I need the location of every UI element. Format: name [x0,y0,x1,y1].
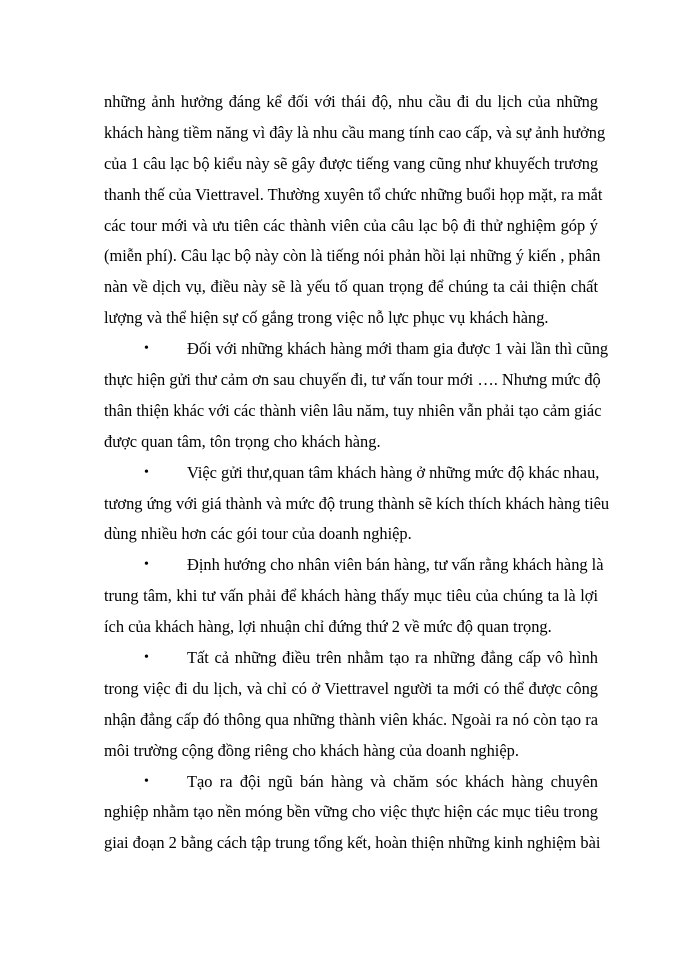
text-line: khách hàng tiềm năng vì đây là nhu cầu mang tính cao cấp, và sự ảnh hưởng [104,122,606,142]
bullet-paragraph [104,458,610,551]
bullet-text: Tạo ra đội ngũ bán hàng và chăm sóc khách hàng chuyên [187,771,598,791]
text-line: trung tâm, khi tư vấn phải để khách hàng thấy mục tiêu của chúng ta là lợi [104,586,598,606]
text-line [104,643,598,674]
text-line: thanh thế của Viettravel. Thường xuyên tổ chức những buổi họp mặt, ra mắt [104,184,603,204]
bullet-text: Tất cả những điều trên nhằm tạo ra những đẳng cấp vô hình [187,648,598,668]
bullet-icon: • [144,464,149,480]
bullet-icon: • [144,773,149,789]
text-line [104,550,604,581]
document-page [104,87,610,859]
bullet-icon: • [144,650,149,666]
paragraph [104,87,606,334]
text-line: những ảnh hưởng đáng kể đối với thái độ, nhu cầu đi du lịch của những [104,92,598,111]
bullet-icon: • [144,341,149,357]
text-line: của 1 câu lạc bộ kiểu này sẽ gây được tiếng vang cũng như khuyếch trương [104,153,599,173]
bullet-paragraph [104,334,609,458]
text-line: nghiệp nhằm tạo nền móng bền vững cho việc thực hiện các mục tiêu trong [104,802,598,822]
text-line: (miễn phí). Câu lạc bộ này còn là tiếng nói phản hồi lại những ý kiến , phân [104,246,601,266]
text-line: thân thiện khác với các thành viên lâu năm, tuy nhiên vẫn phải tạo cảm giác [104,400,602,420]
text-line: giai đoạn 2 bằng cách tập trung tổng kết, hoàn thiện những kinh nghiệm bài [104,833,601,853]
text-line: nhận đẳng cấp đó thông qua những thành viên khác. Ngoài ra nó còn tạo ra [104,709,598,729]
text-line: các tour mới và ưu tiên các thành viên của câu lạc bộ đi thử nghiệm góp ý [104,215,598,235]
bullet-text: Việc gửi thư,quan tâm khách hàng ở những mức độ khác nhau, [187,462,600,482]
text-line [104,458,598,489]
text-line: dùng nhiều hơn các gói tour của doanh nghiệp. [104,524,412,544]
text-line [104,767,598,798]
text-line: trong việc đi du lịch, và chỉ có ở Viettravel người ta mới có thể được công [104,678,598,698]
bullet-text: Đối với những khách hàng mới tham gia được 1 vài lần thì cũng [187,339,609,359]
text-line: nàn về dịch vụ, điều này sẽ là yếu tố quan trọng để chúng ta cải thiện chất [104,277,598,297]
bullet-text: Định hướng cho nhân viên bán hàng, tư vấn rằng khách hàng là [187,555,604,575]
text-line: thực hiện gửi thư cảm ơn sau chuyến đi, tư vấn tour mới …. Nhưng mức độ [104,370,601,390]
bullet-paragraph [104,550,604,643]
text-line: được quan tâm, tôn trọng cho khách hàng. [104,431,381,451]
bullet-icon: • [144,557,149,573]
text-line [104,334,609,365]
bullet-paragraph [104,767,601,860]
bullet-paragraph [104,643,598,767]
text-line: ích của khách hàng, lợi nhuận chỉ đứng thứ 2 về mức độ quan trọng. [104,617,552,637]
text-line: lượng và thể hiện sự cố gắng trong việc nỗ lực phục vụ khách hàng. [104,308,549,328]
text-line: môi trường cộng đồng riêng cho khách hàng của doanh nghiệp. [104,740,519,760]
text-line: tương ứng với giá thành và mức độ trung thành sẽ kích thích khách hàng tiêu [104,493,610,513]
